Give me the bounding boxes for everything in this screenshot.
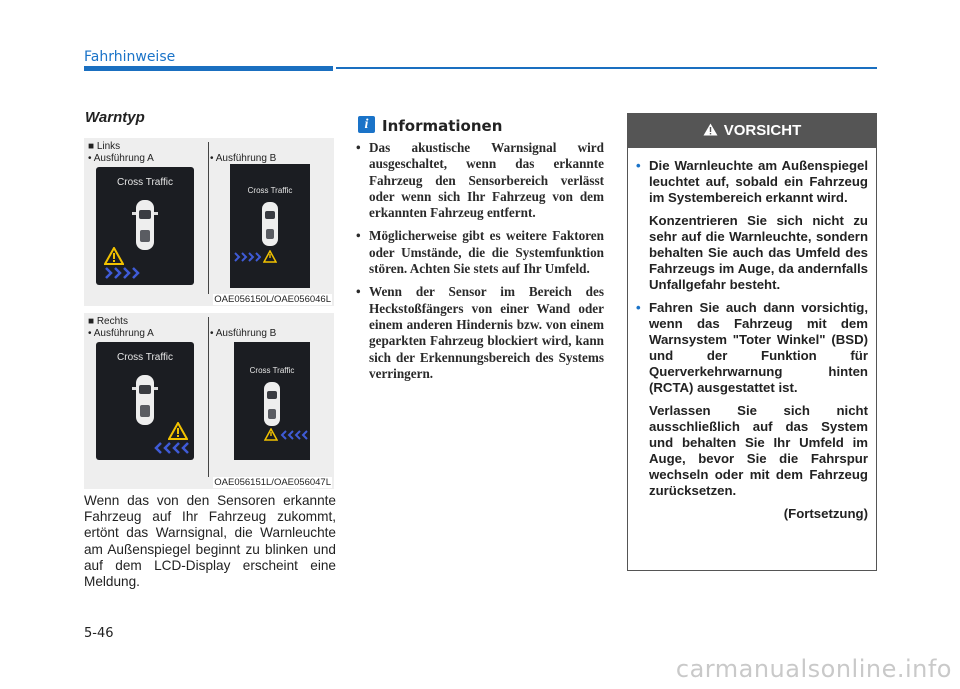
version-a-label: • Ausführung A — [88, 328, 154, 339]
header-rule-thick — [84, 66, 333, 71]
version-b-label: • Ausführung B — [210, 153, 277, 164]
chevron-left-icon — [280, 430, 308, 440]
warning-type-paragraph: Wenn das von den Sensoren erkannte Fahrzeug auf Ihr Fahrzeug zukommt, ertönt das Warnsignal, die Warnleuchte am Außenspiegel beginnt zu blinken und auf dem LCD-Display erscheint eine Meldung. — [84, 493, 336, 590]
bullet-dot: • — [636, 300, 641, 315]
figure-code: OAE056151L/OAE056047L — [214, 477, 331, 488]
bullet-dot: • — [636, 158, 641, 173]
caution-text: Konzentrieren Sie sich nicht zu sehr auf die Warnleuchte, sondern behalten Sie auch das Umfeld des Fahrzeugs im Auge, da andernfalls Unfallgefahr besteht. — [649, 213, 868, 292]
continued-label: (Fortsetzung) — [783, 506, 868, 521]
caution-title: VORSICHT — [723, 122, 802, 139]
caution-text: Fahren Sie auch dann vorsichtig, wenn das Fahrzeug mit dem Warnsystem "Toter Winkel" (BSD) und der Funktion für Querverkehrwarnung hinten (RCTA) ausgestattet ist. — [649, 300, 868, 395]
info-list — [354, 140, 604, 389]
figure-side-label: ■ Links — [88, 141, 121, 152]
caution-header — [628, 114, 876, 148]
warntyp-heading: Warntyp — [85, 109, 145, 126]
cross-traffic-label: Cross Traffic — [249, 366, 295, 375]
figure-side-label: ■ Rechts — [88, 316, 128, 327]
lcd-screen-b — [230, 164, 310, 288]
cross-traffic-label: Cross Traffic — [117, 352, 173, 363]
chevron-right-icon — [104, 267, 148, 279]
caution-body — [628, 148, 876, 522]
caution-box — [627, 113, 877, 571]
warning-icon — [703, 123, 718, 136]
car-icon — [260, 380, 284, 428]
page-number: 5-46 — [84, 626, 114, 641]
lcd-screen-b — [234, 342, 310, 460]
chevron-right-icon — [233, 252, 261, 262]
cross-traffic-label: Cross Traffic — [247, 186, 293, 195]
figure-left-warning — [84, 138, 334, 306]
version-b-label: • Ausführung B — [210, 328, 277, 339]
lcd-screen-a — [96, 342, 194, 460]
caution-text: Die Warnleuchte am Außenspiegel leuchtet auf, sobald ein Fahrzeug im Systembereich erkannt wird. — [649, 158, 868, 205]
section-title: Fahrhinweise — [84, 49, 176, 65]
figure-caption-a — [88, 316, 154, 340]
car-icon — [258, 200, 282, 248]
watermark: carmanualsonline.info — [675, 655, 952, 683]
car-icon — [130, 197, 160, 253]
info-item: • Wenn der Sensor im Bereich des Heckstoßfängers von einer Wand oder einem anderen Hindernis bzw. von einem geparkten Fahrzeug blockiert wird, kann sich der Erkennungsbereich des Systems verringern. — [354, 284, 604, 382]
figure-caption-a — [88, 141, 154, 165]
chevron-left-icon — [146, 442, 190, 454]
caution-item — [636, 158, 868, 293]
warning-triangle-icon — [264, 428, 278, 441]
figure-right-warning — [84, 313, 334, 489]
lcd-screen-a — [96, 167, 194, 285]
figure-code: OAE056150L/OAE056046L — [214, 294, 331, 305]
figure-divider — [208, 142, 209, 294]
figure-divider — [208, 317, 209, 477]
info-icon: i — [358, 116, 375, 133]
caution-text: Verlassen Sie sich nicht ausschließlich auf das System und behalten Sie Ihr Umfeld im Auge, bevor Sie die Fahrspur wechseln oder mit dem Fahrzeug zurücksetzen. — [649, 403, 868, 498]
info-item: • Möglicherweise gibt es weitere Faktoren oder Umstände, die die Systemfunktion stören. Achten Sie stets auf Ihr Umfeld. — [354, 228, 604, 277]
warning-triangle-icon — [263, 250, 277, 263]
info-title: Informationen — [382, 117, 503, 135]
cross-traffic-label: Cross Traffic — [117, 177, 173, 188]
header-rule-thin — [336, 67, 877, 69]
caution-item — [636, 300, 868, 499]
version-a-label: • Ausführung A — [88, 153, 154, 164]
warning-triangle-icon — [104, 247, 124, 265]
warning-triangle-icon — [168, 422, 188, 440]
car-icon — [130, 372, 160, 428]
info-item: • Das akustische Warnsignal wird ausgeschaltet, wenn das erkannte Fahrzeug den Sensorbereich verlässt oder wenn sich Ihr Fahrzeug von dem erkannten Fahrzeug entfernt. — [354, 140, 604, 221]
